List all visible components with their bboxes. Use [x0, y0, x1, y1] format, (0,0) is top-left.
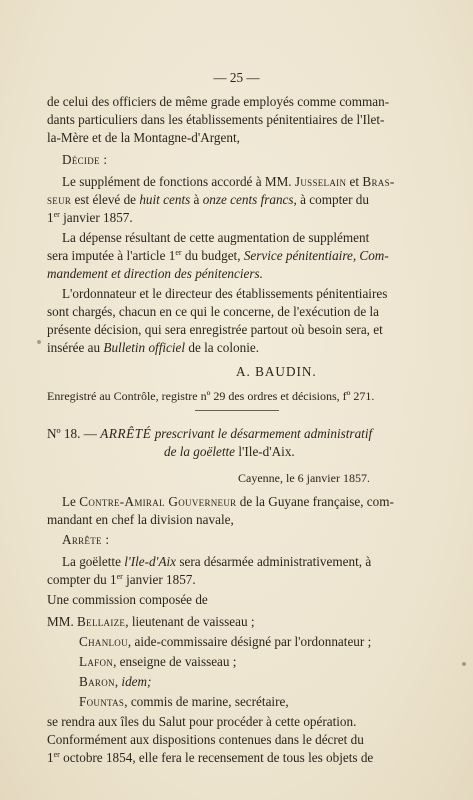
text-span: est élevé de [71, 192, 140, 207]
person-name: Chanlou [79, 634, 128, 649]
text-span: , enseigne de vaisseau ; [113, 654, 237, 669]
text-line [47, 340, 259, 356]
paper-spot [462, 662, 466, 666]
text-span: compter du 1 [47, 572, 117, 587]
italic-span: de la goëlette [164, 444, 239, 459]
text-span: , aide-commissaire désigné par l'ordonnateur ; [127, 634, 372, 649]
text-span: de la Guyane française, com- [236, 494, 394, 509]
text-span: à [190, 192, 203, 207]
text-span: 1 [47, 750, 54, 765]
superscript: er [53, 210, 60, 219]
text-span: , [114, 674, 122, 689]
text-line: dants particuliers dans les établissements pénitentiaires de l'Ilet- [47, 112, 385, 127]
superscript: er [53, 750, 60, 759]
italic-span: huit cents [139, 192, 191, 207]
italic-span: Service pénitentiaire, Com- [243, 248, 389, 263]
text-line [47, 248, 389, 264]
text-span: l'Ile-d'Aix. [238, 444, 295, 459]
text-span: janvier 1857. [59, 210, 133, 225]
text-line [62, 174, 395, 190]
text-span: La goëlette [62, 554, 125, 569]
text-span: insérée au [47, 340, 104, 355]
person-name: seur [47, 192, 72, 207]
text-span: , à compter du [293, 192, 369, 207]
member-line [47, 614, 255, 630]
text-line [47, 572, 196, 588]
text-line: Conformément aux dispositions contenues dans le décret du [47, 732, 364, 747]
paper-spot [37, 340, 41, 344]
person-name: Bellaize [77, 614, 126, 629]
place-date: Cayenne, le 6 janvier 1857. [238, 471, 370, 485]
italic-span: l'Ile-d'Aix [124, 554, 177, 569]
text-span: sera désarmée administrativement, à [176, 554, 372, 569]
arrete-heading [47, 426, 372, 442]
text-span: du budget, [181, 248, 244, 263]
text-line: présente décision, qui sera enregistrée partout où besoin sera, et [47, 322, 383, 337]
text-span: Le [62, 494, 80, 509]
text-line [47, 192, 369, 208]
text-line: la-Mère et de la Montagne-d'Argent, [47, 130, 240, 145]
person-name: Lafon [79, 654, 114, 669]
member-line [79, 674, 151, 690]
text-line: mandement et direction des pénitenciers. [47, 266, 263, 281]
italic-span: onze cents francs [202, 192, 294, 207]
text-span: de la colonie. [185, 340, 260, 355]
text-line [47, 750, 373, 766]
text-line: se rendra aux îles du Salut pour procéder à cette opération. [47, 714, 357, 729]
text-span: , commis de marine, secrétaire, [124, 694, 289, 709]
text-line: L'ordonnateur et le directeur des établissements pénitentiaires [62, 286, 388, 301]
text-line [47, 210, 133, 226]
registration-note: Enregistré au Contrôle, registre nº 29 des ordres et décisions, fº 271. [47, 389, 375, 403]
text-line: La dépense résultant de cette augmentation de supplément [62, 230, 370, 245]
text-span: et [346, 174, 363, 189]
arrete-number: Nº 18. — [47, 426, 101, 441]
text-line [62, 554, 371, 570]
superscript: er [116, 572, 123, 581]
text-span: MM. [47, 614, 78, 629]
text-span: sera imputée à l'article 1 [47, 248, 176, 263]
italic-span: Bulletin officiel [103, 340, 186, 355]
member-line [79, 634, 371, 650]
person-name: Fountas [79, 694, 125, 709]
member-line [79, 694, 289, 710]
text-span: janvier 1857. [122, 572, 196, 587]
page-number: — 25 — [213, 70, 260, 85]
text-line [62, 494, 394, 510]
text-line: de celui des officiers de même grade employés comme comman- [47, 94, 390, 109]
text-line: mandant en chef la division navale, [47, 512, 234, 527]
italic-span: idem; [121, 674, 152, 689]
arrete-title-word: ARRÊTÉ [100, 426, 152, 441]
title-smallcaps: Contre-Amiral Gouverneur [79, 494, 237, 509]
text-span: , lieutenant de vaisseau ; [125, 614, 255, 629]
arrete-label: Arrête : [62, 532, 110, 547]
decide-heading: Décide : [62, 152, 108, 167]
arrete-heading-line2 [164, 444, 295, 460]
text-line: Une commission composée de [47, 592, 208, 607]
superscript: er [175, 248, 182, 257]
person-name: Baron [79, 674, 115, 689]
person-name: Bras- [362, 174, 395, 189]
signature: A. BAUDIN. [236, 364, 317, 379]
text-span: octobre 1854, elle fera le recensement de tous les objets de [59, 750, 374, 765]
separator-rule [195, 410, 279, 411]
person-name: Jusselain [294, 174, 347, 189]
text-span: 1 [47, 210, 54, 225]
text-span: Le supplément de fonctions accordé à MM. [62, 174, 295, 189]
text-line: sont chargés, chacun en ce qui le concerne, de l'exécution de la [47, 304, 380, 319]
italic-span: prescrivant le désarmement administratif [151, 426, 373, 441]
member-line [79, 654, 236, 670]
